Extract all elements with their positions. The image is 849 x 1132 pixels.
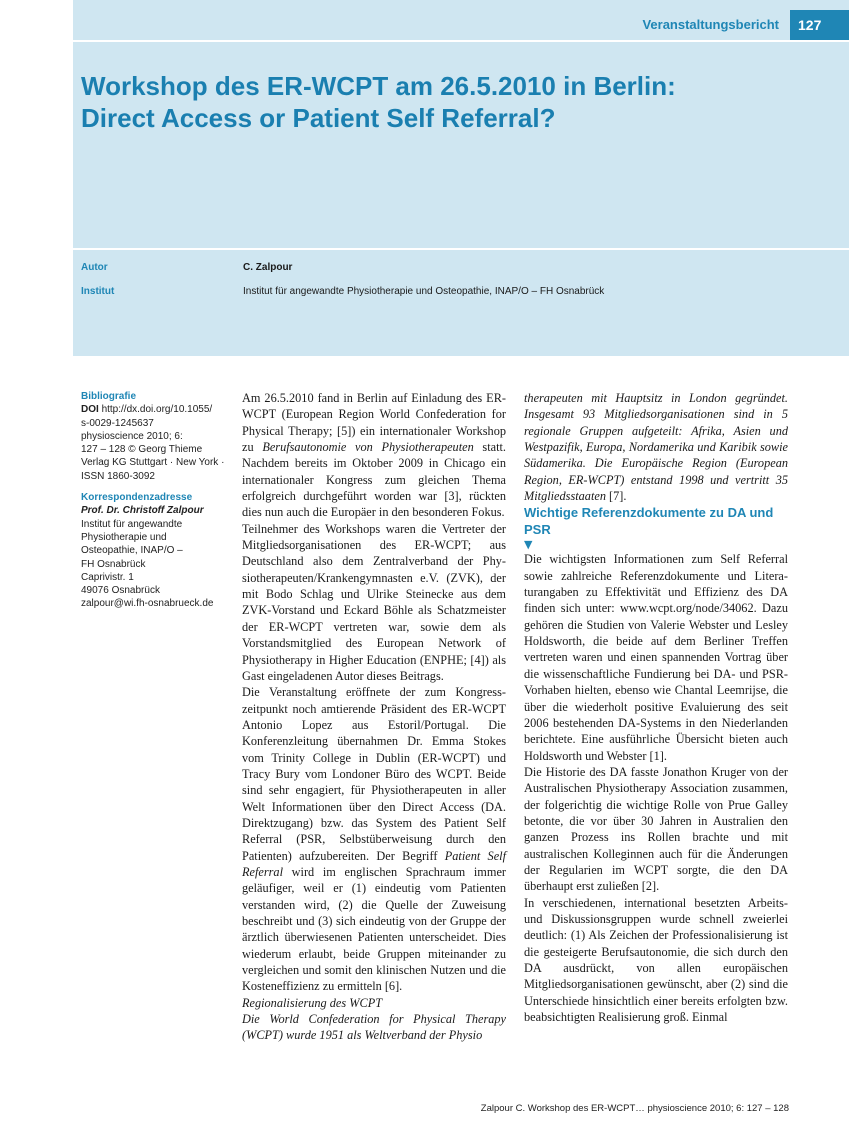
- biblio-line: 127 – 128 © Georg Thieme: [81, 444, 203, 456]
- doi-line: [81, 403, 231, 416]
- biblio-line: ISSN 1860-3092: [81, 470, 155, 482]
- subsection-heading: Regionalisierung des WCPT: [242, 995, 383, 1010]
- institute-label: Institut: [81, 286, 115, 297]
- contact-line: Caprivistr. 1: [81, 571, 134, 583]
- title-line-2: Direct Access or Patient Self Referral?: [81, 103, 556, 133]
- header-divider: [73, 40, 849, 42]
- paragraph: Die World Confederation for Physical Therapy (WCPT) wurde 1951 als Weltverband der Physio: [242, 1012, 506, 1043]
- paragraph: Die wichtigsten Informationen zum Self Referral sowie zahlreiche Referenzdokumente und Literaturangaben zu Effektivität und Effizienz des DA finden sich unter: www.wcpt.org/node/34062. Dazu gehören die Studien von Valerie Webster und Lesley Holdsworth, die beide auf dem Berliner Treffen vertreten waren und einen spannenden Vortrag über die wissenschaftliche Fundierung bei DA- und PSR-Vorhaben hielten, ebenso wie Chantal Leemrijse, die über die wiederholt positive Evaluierung des seit 2006 bestehenden DA-Systems in den Niederlanden berichtete. Eine ausführliche Übersicht bieten auch Holdsworth und Webster [1].: [524, 552, 788, 763]
- sidebar: [81, 390, 231, 611]
- title-line-1: Workshop des ER-WCPT am 26.5.2010 in Berlin:: [81, 71, 676, 101]
- bibliography-heading: Bibliografie: [81, 391, 137, 402]
- biblio-line: s-0029-1245637: [81, 417, 154, 429]
- author-label: Autor: [81, 262, 108, 273]
- author-name: C. Zalpour: [243, 262, 293, 273]
- meta-band: [73, 250, 849, 356]
- biblio-line: physioscience 2010; 6:: [81, 430, 183, 442]
- paragraph: Die Historie des DA fasste Jonathon Kruger von der Australischen Physiotherapy Association zusammen, der folgerichtig die wichtige Rolle von Prue Galley betonte, die vor über 30 Jahren in Australien den ganzen Prozess ins Rollen brachte und mit australischen Kolleginnen auch für die Änderungen der Regularien im WCPT sorgte, die den DA überhaupt erst zuließen [2].: [524, 764, 788, 894]
- contact-email[interactable]: zalpour@wi.fh-osnabrueck.de: [81, 598, 214, 610]
- body-column-1: [242, 390, 506, 1044]
- article-title: [81, 70, 801, 134]
- body-column-2: [524, 390, 788, 1025]
- paragraph: therapeuten mit Hauptsitz in London gegründet. Insgesamt 93 Mitgliedsorganisationen sind in 5 regionale Gruppen aufgeteilt: Afrika, Asien und Westpazifik, Europa, Nordamerika und Karibik sowie Südamerika. Die Europäische Region (European Region, ER-WCPT) entstand 1998 und vertritt 35 Mitgliedsstaaten [7].: [524, 391, 788, 504]
- paragraph: Teilnehmer des Workshops waren die Vertreter der Mitgliedsorganisationen des ER-WCPT; aus Deutschland also dem Zentralverband der Physiotherapeuten/Krankengymnasten e.V. (ZVK), der mit Bodo Schlag und Ulrike Steinecke aus dem ZVK-Vorstand und Eckard Böhle als Schatzmeister der ER-WCPT vertreten war, sowie dem als Vorstandsmitglied des European Network of Physiotherapy in Higher Education (ENPHE; [4]) als Gast eingeladenen Autor dieses Beitrags.: [242, 521, 506, 683]
- paragraph: Am 26.5.2010 fand in Berlin auf Einladung des ER-WCPT (European Region World Confederation for Physical Therapy; [5]) ein internationaler Workshop zu Berufsautonomie von Physiotherapeuten statt. Nachdem bereits im Oktober 2009 in Chicago ein internationaler Kongress zum gleichen Thema erfolgreich durchgeführt worden war [3], rückten dies nun auch die Europäer in den besonderen Fokus.: [242, 391, 506, 520]
- contact-line: Osteopathie, INAP/O –: [81, 545, 183, 557]
- section-heading: Wichtige Referenzdokumente zu DA und PSR: [524, 505, 774, 538]
- contact-line: FH Osnabrück: [81, 558, 146, 570]
- doi-link[interactable]: http://dx.doi.org/10.1055/: [101, 404, 213, 416]
- page-number: 127: [798, 17, 822, 33]
- section-arrow-icon: ▼: [524, 538, 533, 552]
- institute-name: Institut für angewandte Physiotherapie und Osteopathie, INAP/O – FH Osnabrück: [243, 286, 605, 297]
- doi-label: DOI: [81, 404, 99, 416]
- page-number-box: [790, 10, 849, 40]
- paragraph: In verschiedenen, international besetzten Arbeits- und Diskussionsgruppen wurde schnell zweierlei deutlich: (1) Als Zeichen der Professionalisierung ist die gesteigerte Berufsautonomie, die sich durch den DA ausdrückt, von allen europäischen Mitgliedsorganisationen gewünscht, aber (2) sind die Unterschiede hinsichtlich einer bereits erfolgten bzw. beabsichtigten Realisierung groß. Einmal: [524, 895, 788, 1025]
- contact-line: Institut für angewandte: [81, 518, 183, 530]
- contact-line: 49076 Osnabrück: [81, 585, 160, 597]
- contact-name: Prof. Dr. Christoff Zalpour: [81, 505, 204, 517]
- contact-line: Physiotherapie und: [81, 531, 167, 543]
- page-footer: Zalpour C. Workshop des ER-WCPT… physioscience 2010; 6: 127 – 128: [480, 1103, 789, 1114]
- biblio-line: Verlag KG Stuttgart · New York ·: [81, 457, 225, 469]
- section-label: Veranstaltungsbericht: [642, 17, 779, 32]
- paragraph: Die Veranstaltung eröffnete der zum Kongresszeitpunkt noch amtierende Präsident des ER-WCPT Antonio Lopez aus Estoril/Portugal. Die Konferenzleitung übernahmen Dr. Emma Stokes vom Trinity College in Dublin (ER-WCPT) und Tracy Bury vom Londoner Büro des WCPT. Beide sind sehr engagiert, für Physiotherapeuten in aller Welt Informationen über den Direct Access (DA. Direktzugang) bzw. das System des Patient Self Referral (PSR, Selbstüberweisung durch den Patienten) aufzubereiten. Der Begriff Patient Self Referral wird im englischen Sprachraum immer geläufiger, weil er (1) eindeutig vom Patienten verstanden wird, (2) die Quelle der Zuweisung beschreibt und (3) sich eindeutig von der Gruppe der ärztlich überwiesenen Patienten unterscheidet. Dies wiederum erlaubt, beide Gruppen miteinander zu vergleichen und somit den klinischen Nutzen und die Kosteneffizienz zu ermitteln [6].: [242, 685, 507, 994]
- contact-heading: Korrespondenzadresse: [81, 492, 193, 504]
